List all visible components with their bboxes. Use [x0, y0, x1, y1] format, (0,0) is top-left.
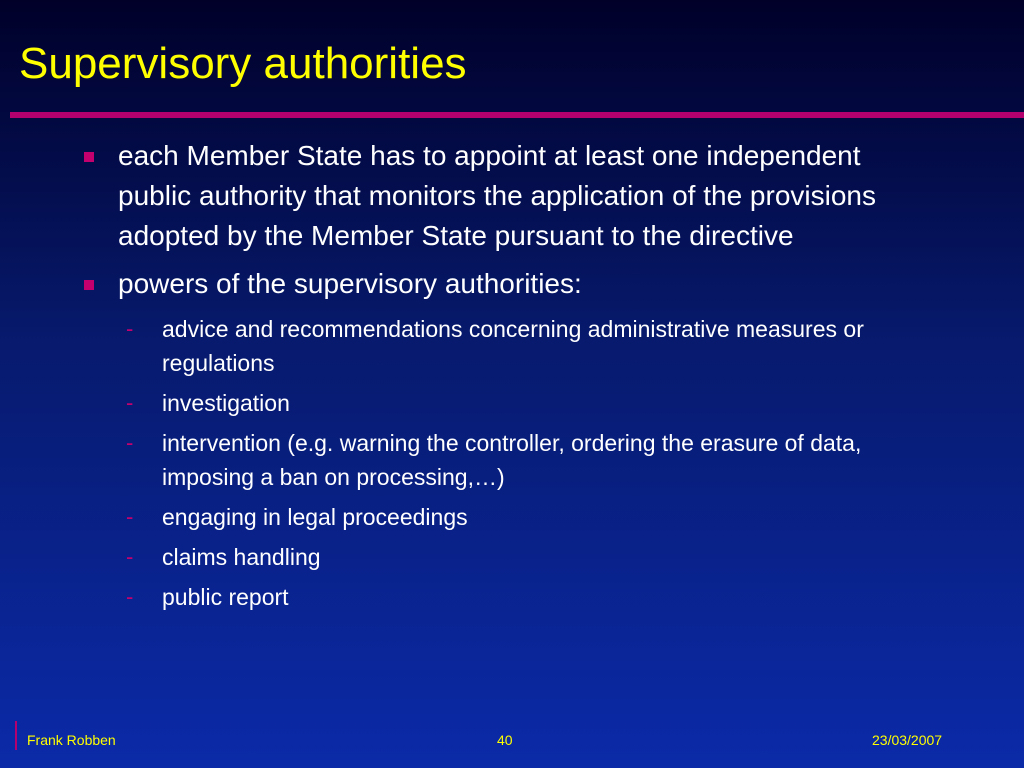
sub-bullet-text: claims handling	[162, 544, 321, 570]
sub-bullet-item	[80, 426, 940, 494]
square-bullet-icon	[84, 280, 94, 290]
footer-date: 23/03/2007	[872, 732, 943, 748]
dash-bullet-icon: -	[126, 504, 134, 529]
bullet-text: each Member State has to appoint at least one independent public authority that monitors the application of the provisions adopted by the Member State pursuant to the directive	[118, 140, 876, 251]
sub-bullet-text: advice and recommendations concerning administrative measures or regulations	[162, 316, 864, 376]
bullet-text: powers of the supervisory authorities:	[118, 268, 582, 299]
sub-bullet-item	[80, 540, 940, 574]
sub-bullet-text: investigation	[162, 390, 290, 416]
slide-body	[80, 136, 940, 620]
dash-bullet-icon: -	[126, 584, 134, 609]
dash-bullet-icon: -	[126, 544, 134, 569]
sub-bullet-text: intervention (e.g. warning the controller, ordering the erasure of data, imposing a ban on processing,…)	[162, 430, 862, 490]
dash-bullet-icon: -	[126, 316, 134, 341]
sub-bullet-item	[80, 580, 940, 614]
square-bullet-icon	[84, 152, 94, 162]
slide-title: Supervisory authorities	[19, 39, 467, 88]
sub-bullet-text: engaging in legal proceedings	[162, 504, 468, 530]
sub-bullet-item	[80, 500, 940, 534]
dash-bullet-icon: -	[126, 430, 134, 455]
footer-page-number: 40	[497, 732, 513, 748]
title-divider	[10, 112, 1024, 118]
bullet-item	[80, 264, 940, 304]
bullet-item	[80, 136, 940, 256]
footer-divider	[15, 721, 17, 750]
dash-bullet-icon: -	[126, 390, 134, 415]
sub-bullet-item	[80, 386, 940, 420]
footer-author: Frank Robben	[27, 732, 116, 748]
sub-bullet-text: public report	[162, 584, 289, 610]
sub-bullet-item	[80, 312, 940, 380]
